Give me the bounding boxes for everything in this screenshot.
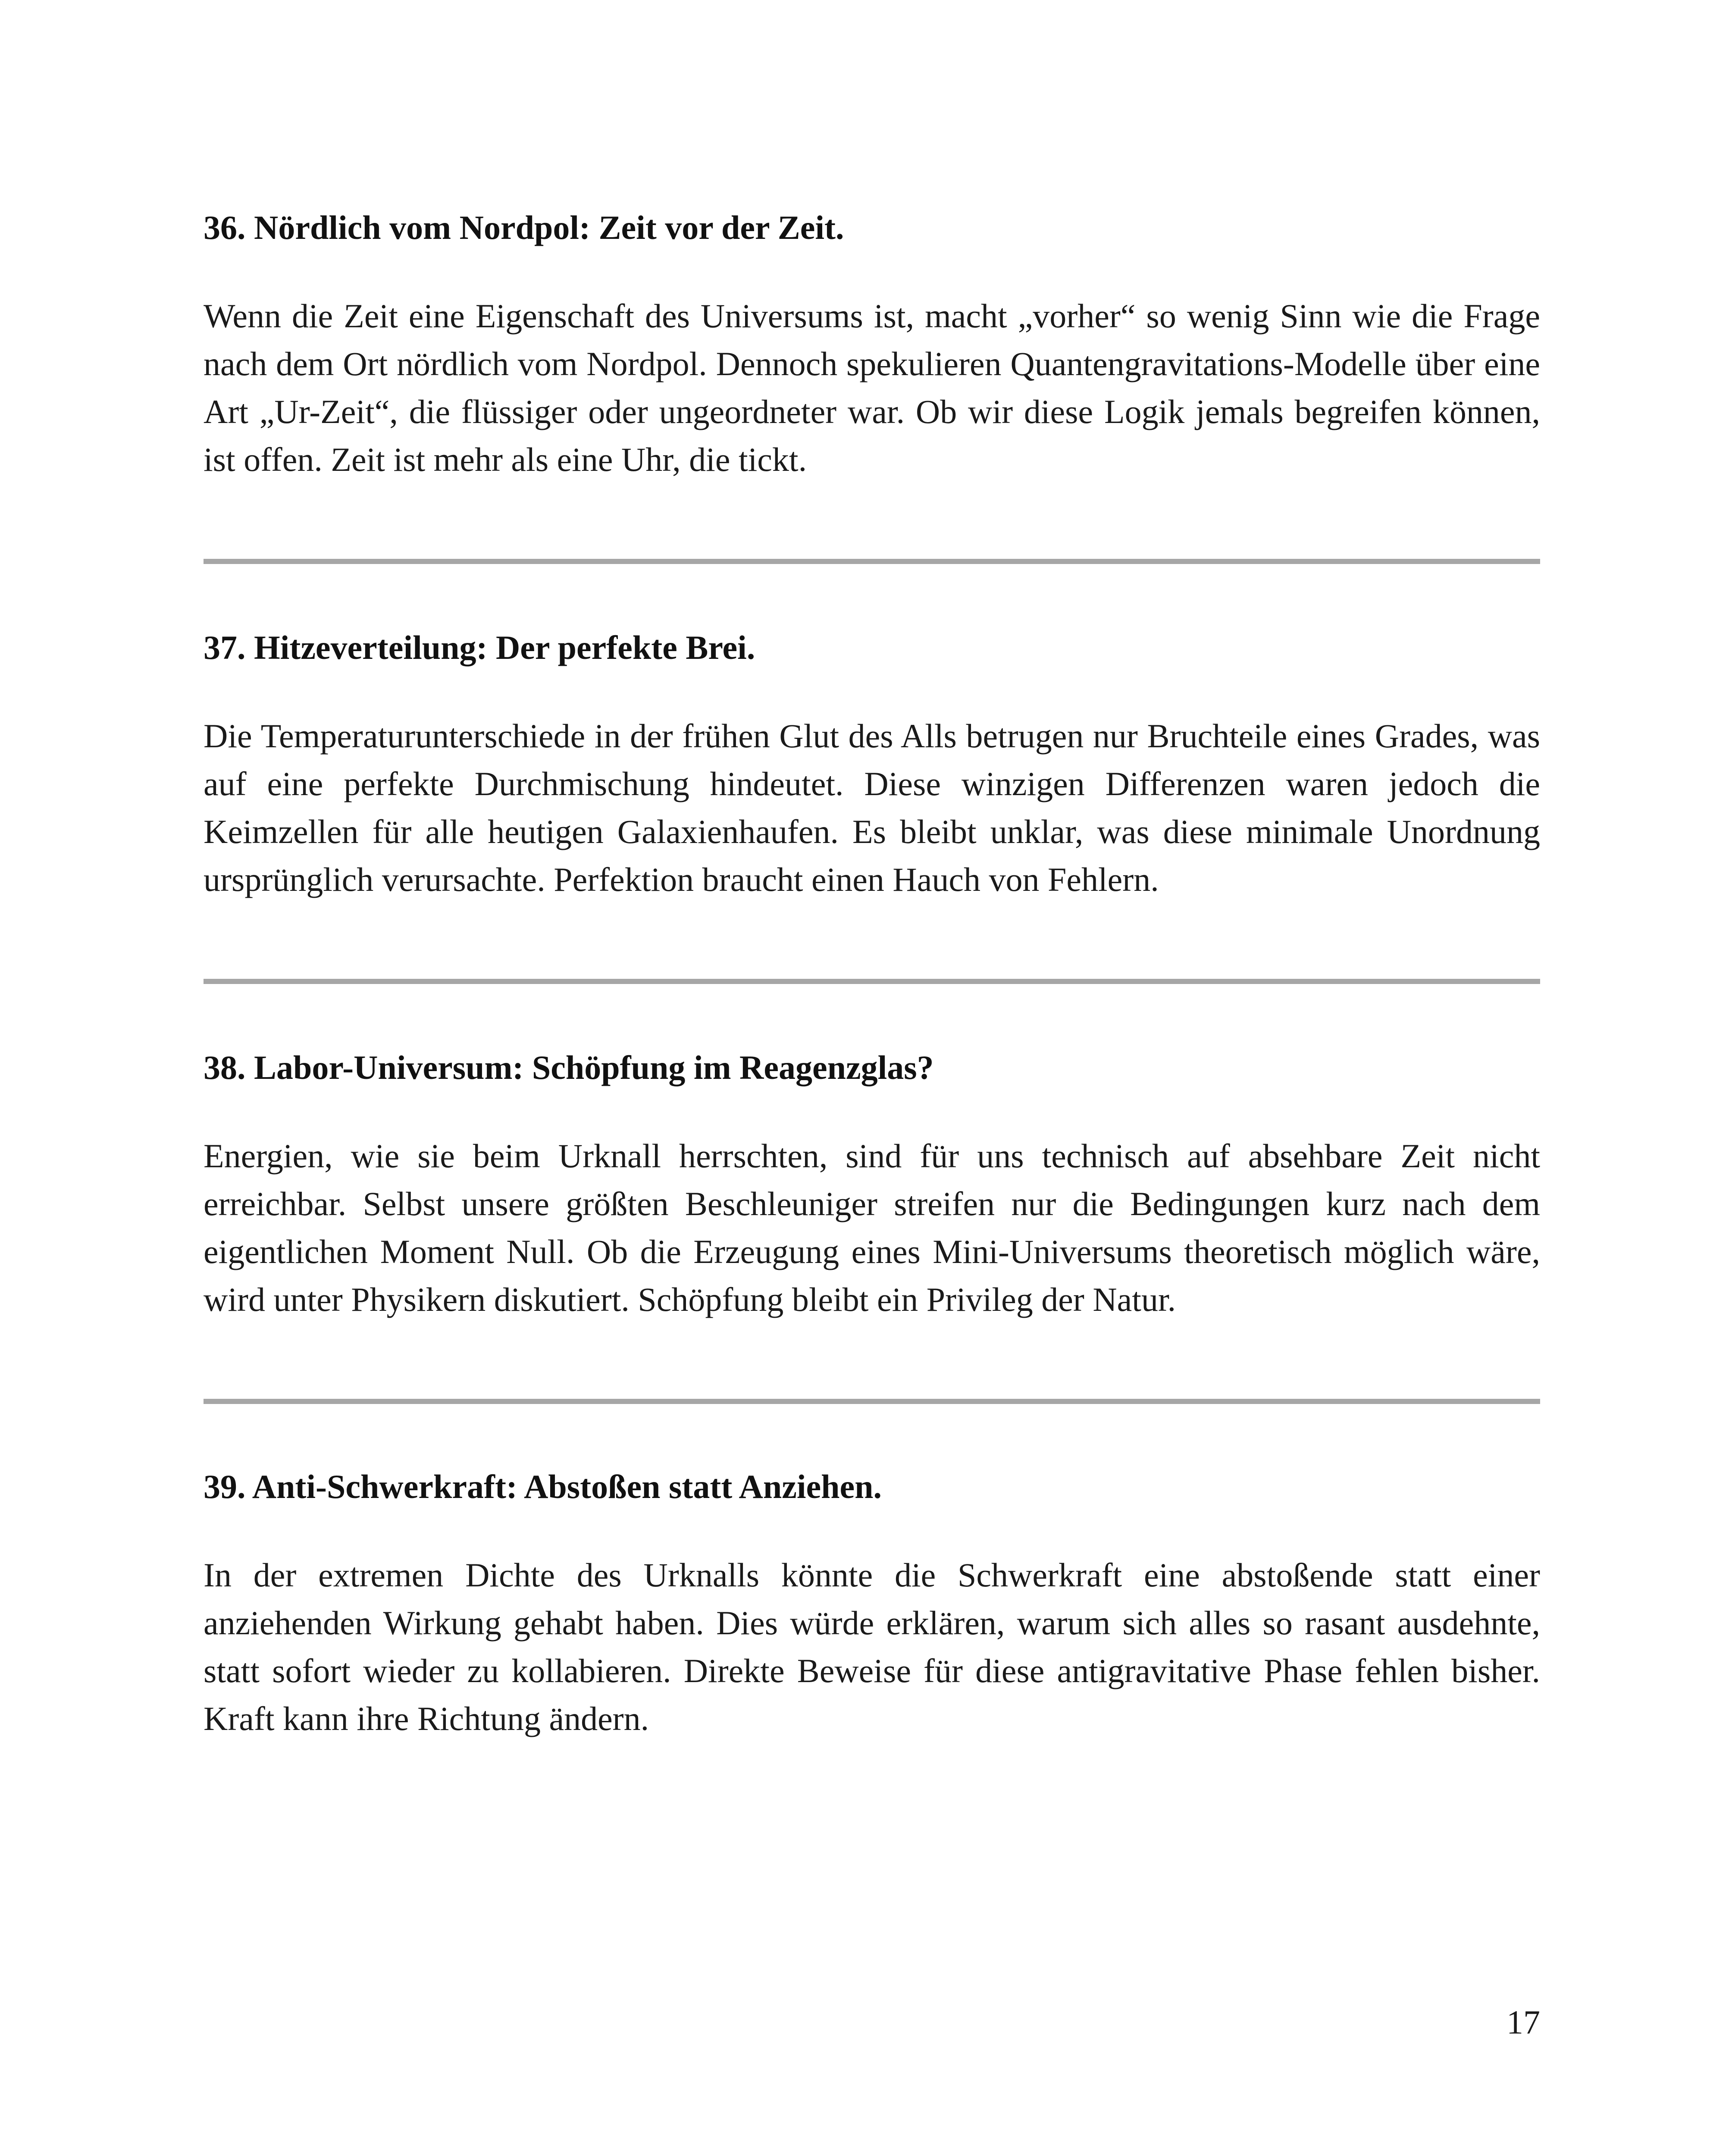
section-title-36: 36. Nördlich vom Nordpol: Zeit vor der Zeit. — [204, 209, 844, 246]
section-body-39: In der extremen Dichte des Urknalls könnte die Schwerkraft eine abstoßende statt einer anziehenden Wirkung gehabt haben. Dies würde erklären, warum sich alles so rasant ausdehnte, statt sofort wieder zu kollabieren. Direkte Beweise für diese antigravitative Phase fehlen bisher. Kraft kann ihre Richtung ändern. — [204, 1556, 1540, 1737]
section-divider — [204, 559, 1540, 564]
section-body-37: Die Temperaturunterschiede in der frühen Glut des Alls betrugen nur Bruchteile eines Grades, was auf eine perfekte Durchmischung hindeutet. Diese winzigen Differenzen waren jedoch die Keimzellen für alle heutigen Galaxienhaufen. Es bleibt unklar, was diese minimale Unordnung ursprünglich verursachte. Perfektion braucht einen Hauch von Fehlern. — [204, 717, 1540, 898]
section-title-38: 38. Labor-Universum: Schöpfung im Reagenzglas? — [204, 1049, 934, 1086]
section-body-38: Energien, wie sie beim Urknall herrschten, sind für uns technisch auf absehbare Zeit nicht erreichbar. Selbst unsere größten Beschleuniger streifen nur die Bedingungen kurz nach dem eigentlichen Moment Null. Ob die Erzeugung eines Mini-Universums theoretisch möglich wäre, wird unter Physikern diskutiert. Schöpfung bleibt ein Privileg der Natur. — [204, 1137, 1540, 1318]
section-divider — [204, 1399, 1540, 1404]
section-body-36: Wenn die Zeit eine Eigenschaft des Universums ist, macht „vorher“ so wenig Sinn wie die Frage nach dem Ort nördlich vom Nordpol. Dennoch spekulieren Quantengravitations-Modelle über eine Art „Ur-Zeit“, die flüssiger oder ungeordneter war. Ob wir diese Logik jemals begreifen können, ist offen. Zeit ist mehr als eine Uhr, die tickt. — [204, 297, 1540, 478]
page-number: 17 — [1506, 2003, 1540, 2041]
section-title-37: 37. Hitzeverteilung: Der perfekte Brei. — [204, 629, 755, 666]
section-divider — [204, 979, 1540, 984]
section-title-39: 39. Anti-Schwerkraft: Abstoßen statt Anziehen. — [204, 1468, 882, 1505]
